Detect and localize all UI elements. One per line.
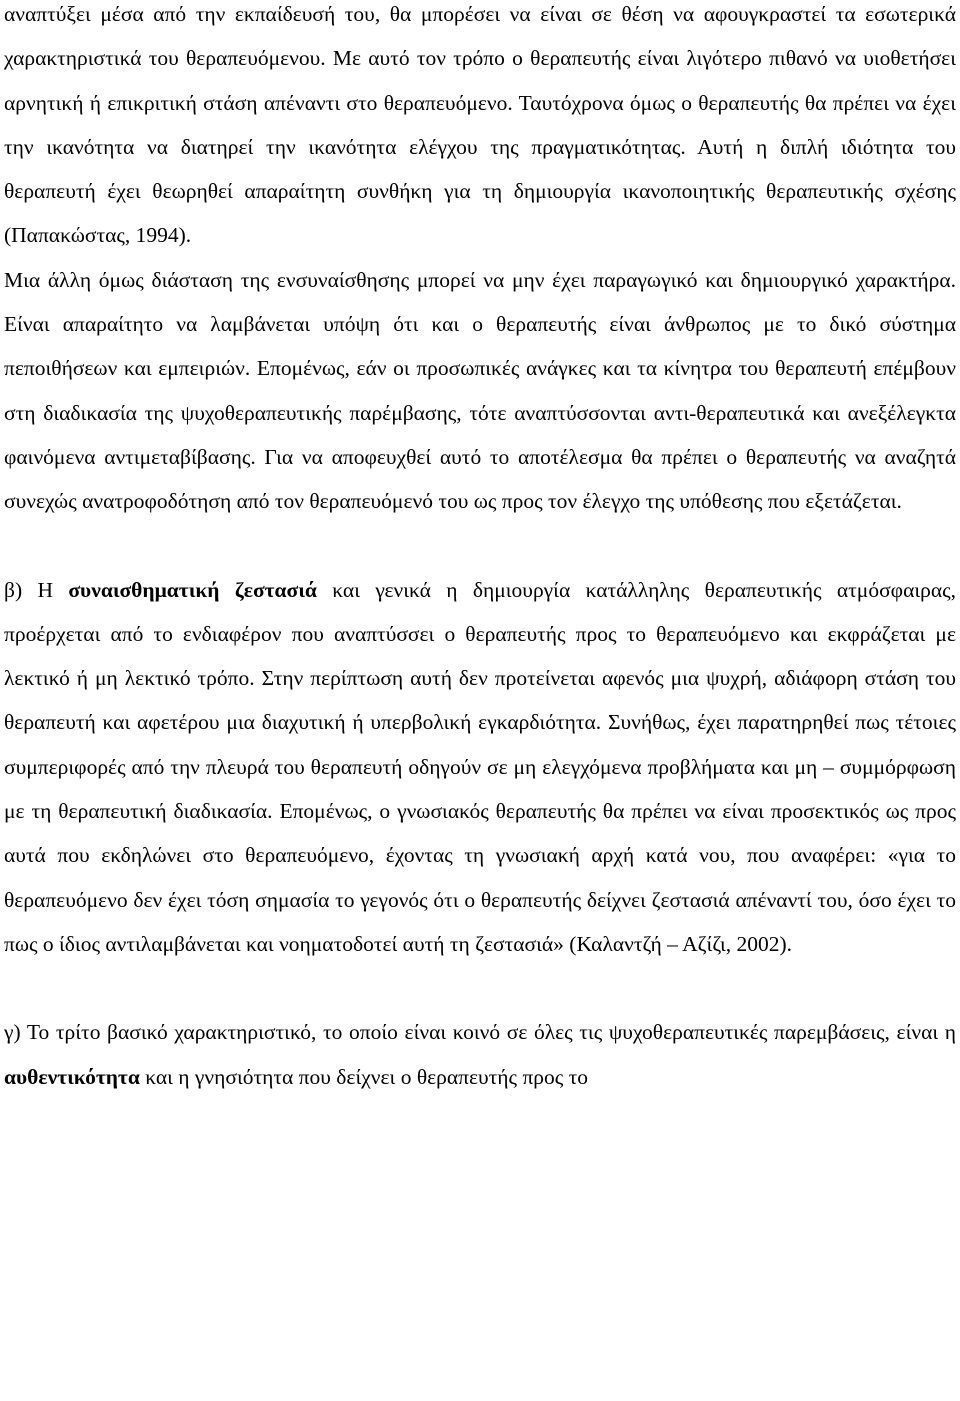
paragraph-prefix: γ) Το τρίτο βασικό χαρακτηριστικό, το οποίο είναι κοινό σε όλες τις ψυχοθεραπευτικές παρεμβάσεις, είναι η bbox=[4, 1020, 956, 1045]
paragraph-bold-term: αυθεντικότητα bbox=[4, 1064, 140, 1089]
paragraph-authenticity bbox=[4, 1010, 956, 1099]
paragraph-spacer bbox=[4, 524, 956, 568]
paragraph-text: και η γνησιότητα που δείχνει ο θεραπευτής προς το bbox=[139, 1064, 589, 1089]
paragraph-therapist-empathy bbox=[4, 0, 956, 258]
paragraph-emotional-warmth bbox=[4, 568, 956, 967]
paragraph-text: αναπτύξει μέσα από την εκπαίδευσή του, θα μπορέσει να είναι σε θέση να αφουγκραστεί τα εσωτερικά χαρακτηριστικά του θεραπευόμενου. Με αυτό τον τρόπο ο θεραπευτής είναι λιγότερο πιθανό να υιοθετήσει αρνητική ή επικριτική στάση απέναντι στο θεραπευόμενο. Ταυτόχρονα όμως ο θεραπευτής θα πρέπει να έχει την ικανότητα να διατηρεί την ικανότητα ελέγχου της πραγματικότητας. Αυτή η διπλή ιδιότητα του θεραπευτή έχει θεωρηθεί απαραίτητη συνθήκη για τη δημιουργία ικανοποιητικής θεραπευτικής σχέσης (Παπακώστας, 1994). bbox=[4, 2, 956, 248]
paragraph-text: Μια άλλη όμως διάσταση της ενσυναίσθησης μπορεί να μην έχει παραγωγικό και δημιουργικό χαρακτήρα. Είναι απαραίτητο να λαμβάνεται υπόψη ότι και ο θεραπευτής είναι άνθρωπος με το δικό σύστημα πεποιθήσεων και εμπειριών. Επομένως, εάν οι προσωπικές ανάγκες και τα κίνητρα του θεραπευτή επέμβουν στη διαδικασία της ψυχοθεραπευτικής παρέμβασης, τότε αναπτύσσονται αντι-θεραπευτικά και ανεξέλεγκτα φαινόμενα αντιμεταβίβασης. Για να αποφευχθεί αυτό το αποτέλεσμα θα πρέπει ο θεραπευτής να αναζητά συνεχώς ανατροφοδότηση από τον θεραπευόμενό του ως προς τον έλεγχο της υπόθεσης που εξετάζεται. bbox=[4, 267, 956, 514]
paragraph-spacer bbox=[4, 966, 956, 1010]
paragraph-bold-term: συναισθηματική ζεστασιά bbox=[68, 577, 317, 602]
document-page bbox=[4, 0, 956, 1099]
paragraph-prefix: β) Η bbox=[4, 577, 69, 602]
paragraph-text: και γενικά η δημιουργία κατάλληλης θεραπευτικής ατμόσφαιρας, προέρχεται από το ενδιαφέρον που αναπτύσσει ο θεραπευτής προς το θεραπευόμενο και εκφράζεται με λεκτικό ή μη λεκτικό τρόπο. Στην περίπτωση αυτή δεν προτείνεται αφενός μια ψυχρή, αδιάφορη στάση του θεραπευτή και αφετέρου μια διαχυτική ή υπερβολική εγκαρδιότητα. Συνήθως, έχει παρατηρηθεί πως τέτοιες συμπεριφορές από την πλευρά του θεραπευτή οδηγούν σε μη ελεγχόμενα προβλήματα και μη – συμμόρφωση με τη θεραπευτική διαδικασία. Επομένως, ο γνωσιακός θεραπευτής θα πρέπει να είναι προσεκτικός ως προς αυτά που εκδηλώνει στο θεραπευόμενο, έχοντας τη γνωσιακή αρχή κατά νου, που αναφέρει: «για το θεραπευόμενο δεν έχει τόση σημασία το γεγονός ότι ο θεραπευτής δείχνει ζεστασιά απέναντί του, όσο έχει το πως ο ίδιος αντιλαμβάνεται και νοηματοδοτεί αυτή τη ζεστασιά» (Καλαντζή – Αζίζι, 2002). bbox=[4, 577, 956, 956]
paragraph-empathy-other-dimension bbox=[4, 258, 956, 524]
